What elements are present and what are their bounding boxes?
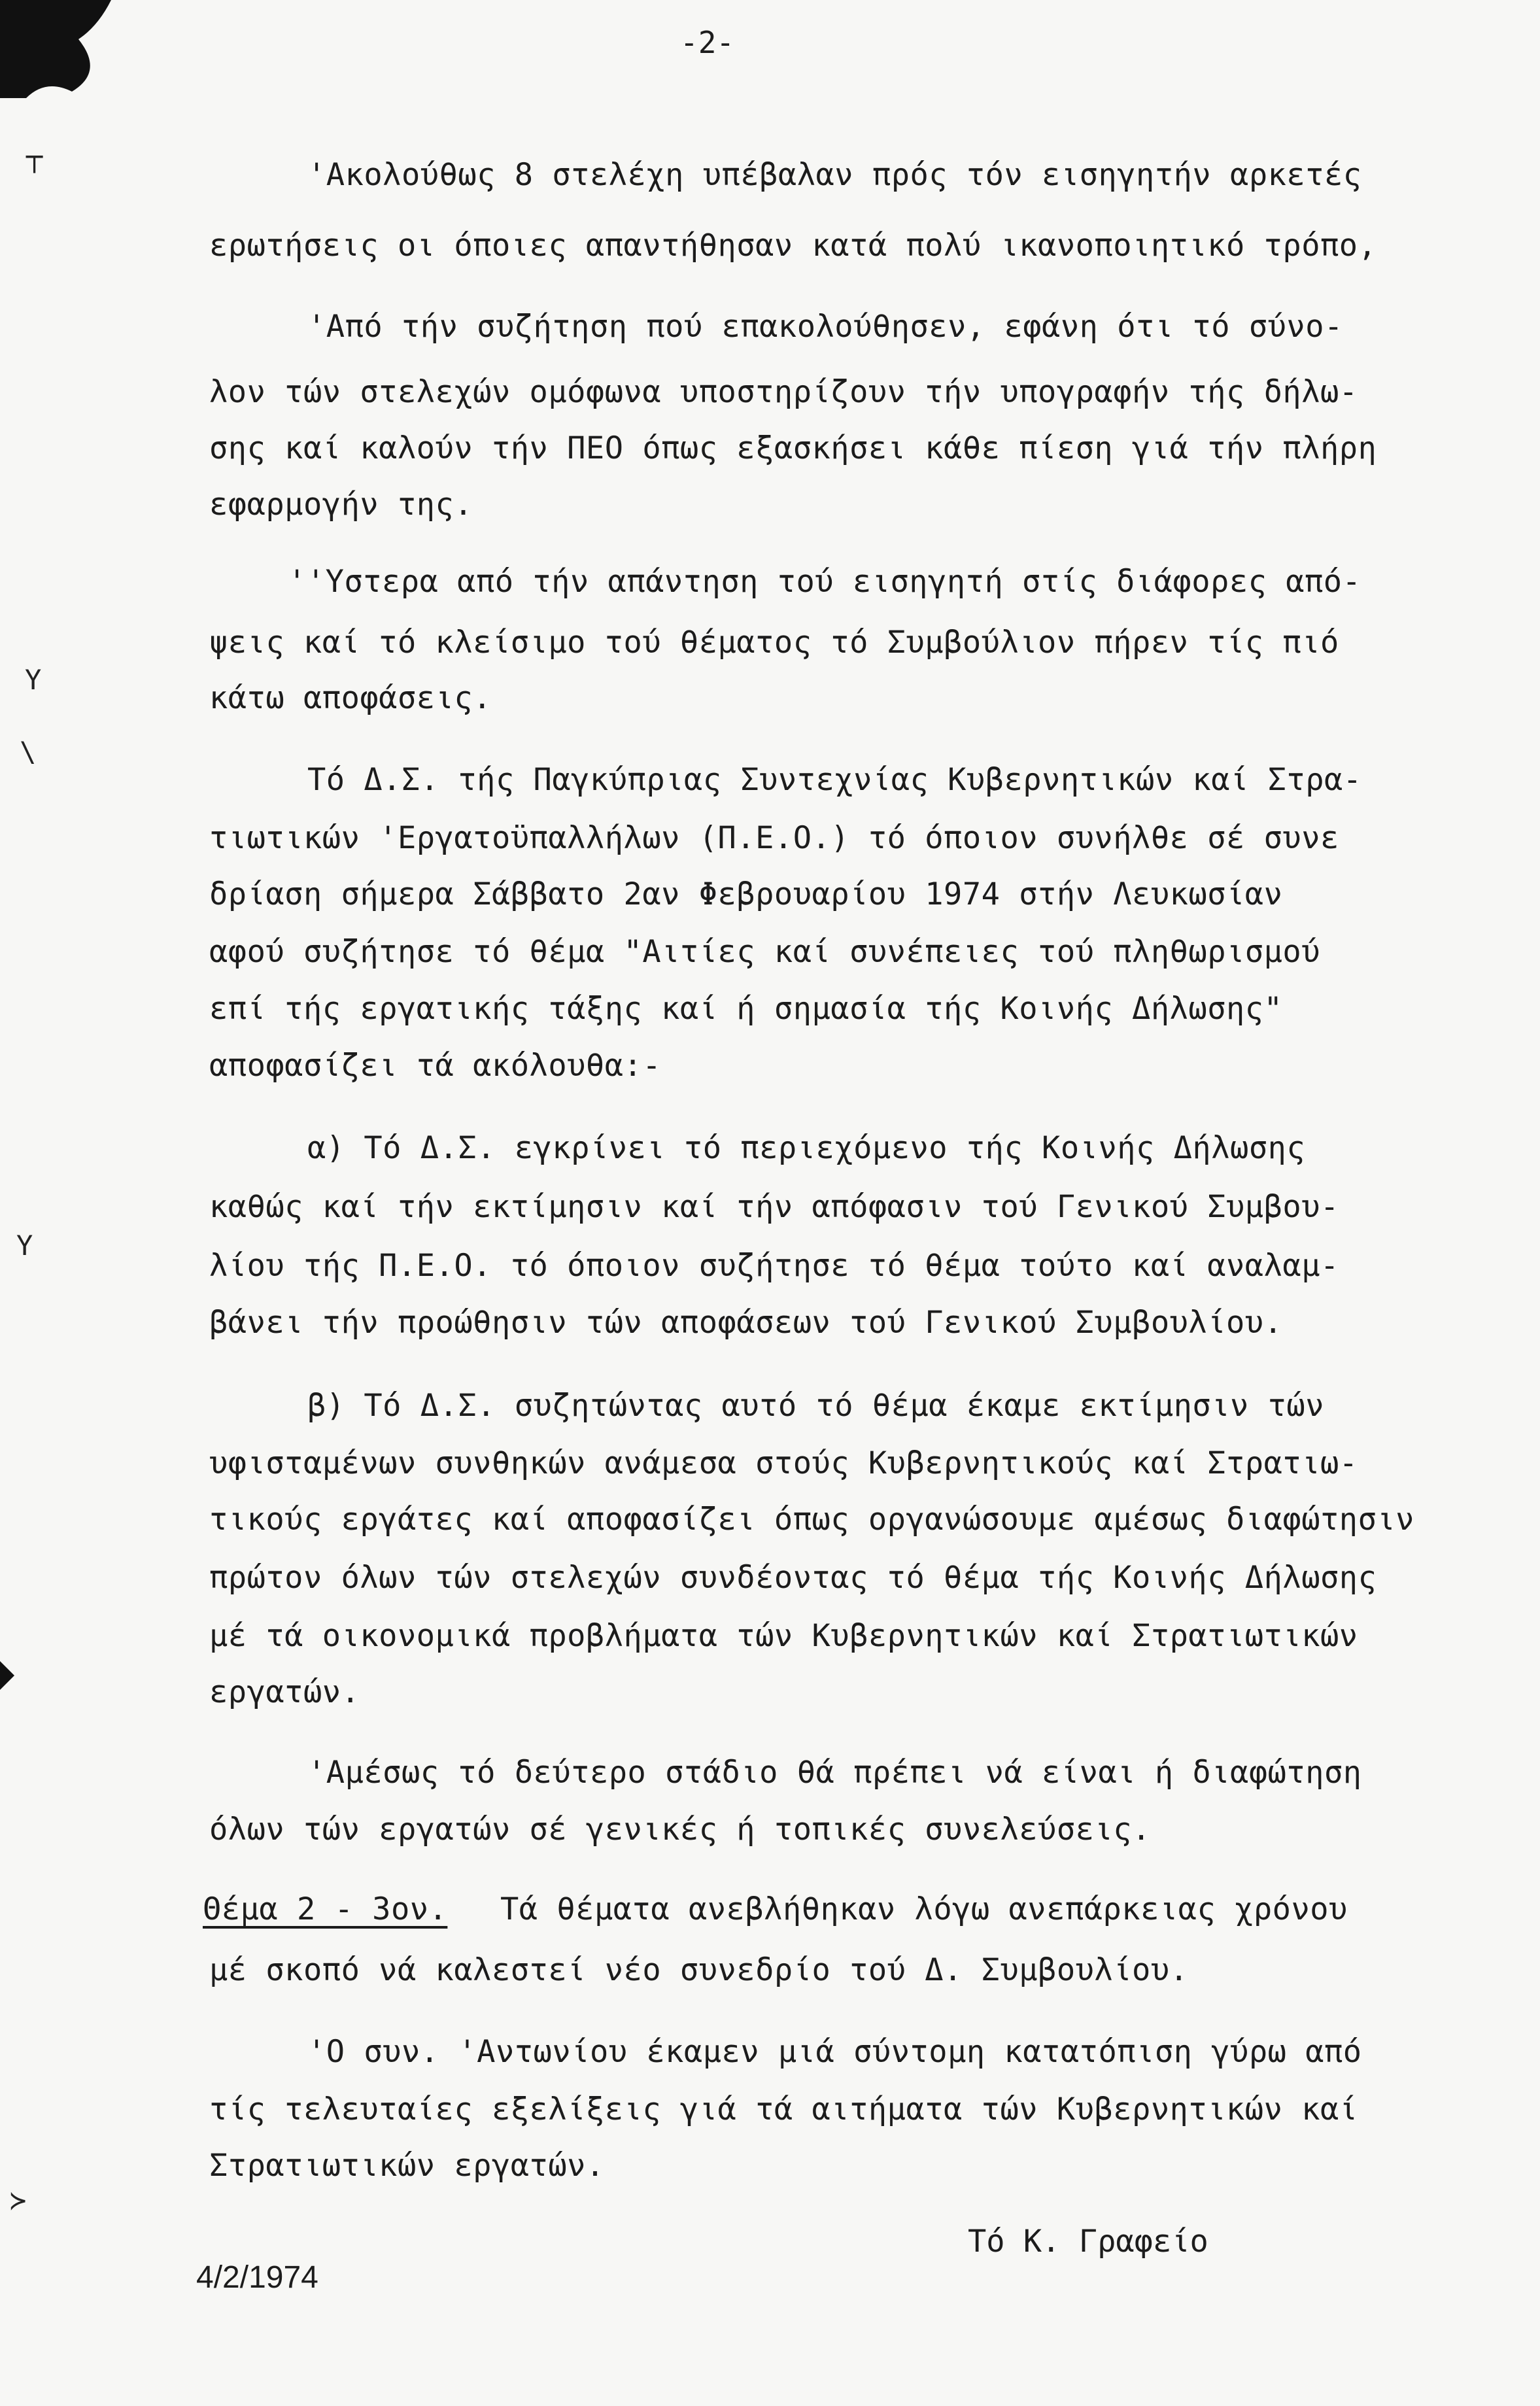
text-line: αποφασίζει τά ακόλουθα:- [209,1048,662,1084]
text-line: Τά θέματα ανεβλήθηκαν λόγω ανεπάρκειας χρόνου [500,1891,1348,1927]
corner-stain [0,0,131,98]
margin-mark: Y [16,1229,33,1262]
text-line: υφισταμένων συνθηκών ανάμεσα στούς Κυβερνητικούς καί Στρατιω- [209,1445,1358,1481]
text-line: πρώτον όλων τών στελεχών συνδέοντας τό θέμα τής Κοινής Δήλωσης [209,1560,1377,1596]
text-line: μέ τά οικονομικά προβλήματα τών Κυβερνητικών καί Στρατιωτικών [209,1618,1358,1654]
text-line: 'Ο συν. 'Αντωνίου έκαμεν μιά σύντομη κατατόπιση γύρω από [307,2034,1362,2070]
text-line: αφού συζήτησε τό θέμα "Αιτίες καί συνέπειες τού πληθωρισμού [209,934,1320,970]
text-line: ερωτήσεις οι όποιες απαντήθησαν κατά πολύ ικανοποιητικό τρόπο, [209,228,1377,264]
text-line: σης καί καλούν τήν ΠΕΟ όπως εξασκήσει κάθε πίεση γιά τήν πλήρη [209,430,1377,466]
text-line: α) Τό Δ.Σ. εγκρίνει τό περιεχόμενο τής Κοινής Δήλωσης [307,1130,1306,1166]
text-line: Τό Δ.Σ. τής Παγκύπριας Συντεχνίας Κυβερνητικών καί Στρα- [307,762,1362,798]
text-line: τιωτικών 'Εργατοϋπαλλήλων (Π.Ε.Ο.) τό όποιον συνήλθε σέ συνε [209,820,1339,856]
text-line: 'Ακολούθως 8 στελέχη υπέβαλαν πρός τόν εισηγητήν αρκετές [307,157,1362,193]
text-line: 'Αμέσως τό δεύτερο στάδιο θά πρέπει νά είναι ή διαφώτηση [307,1755,1362,1791]
text-line: λίου τής Π.Ε.Ο. τό όποιον συζήτησε τό θέμα τούτο καί αναλαμ- [209,1248,1339,1284]
margin-mark: \ [20,736,37,768]
text-line: Στρατιωτικών εργατών. [209,2148,605,2184]
text-line: β) Τό Δ.Σ. συζητώντας αυτό τό θέμα έκαμε εκτίμησιν τών [307,1388,1325,1424]
text-line: κάτω αποφάσεις. [209,680,492,716]
document-date: 4/2/1974 [196,2260,318,2295]
text-line: τίς τελευταίες εξελίξεις γιά τά αιτήματα τών Κυβερνητικών καί [209,2091,1358,2127]
text-line: βάνει τήν προώθησιν τών αποφάσεων τού Γενικού Συμβουλίου. [209,1305,1283,1341]
text-line: δρίαση σήμερα Σάββατο 2αν Φεβρουαρίου 1974 στήν Λευκωσίαν [209,876,1283,912]
text-line: εφαρμογήν της. [209,487,473,523]
page-number: -2- [680,25,735,60]
margin-mark: ┬ [26,141,43,173]
text-line: μέ σκοπό νά καλεστεί νέο συνεδρίο τού Δ. Συμβουλίου. [209,1952,1189,1988]
text-line: λον τών στελεχών ομόφωνα υποστηρίζουν τήν υπογραφήν τής δήλω- [209,374,1358,410]
signature-office: Τό Κ. Γραφείο [968,2224,1208,2260]
margin-mark: ≻ [10,2184,27,2216]
text-line: εργατών. [209,1674,360,1710]
section-heading: Θέμα 2 - 3ον. [203,1891,448,1927]
text-line: ψεις καί τό κλείσιμο τού θέματος τό Συμβούλιον πήρεν τίς πιό [209,625,1339,661]
punch-hole-mark [0,1661,14,1690]
text-line: ''Υστερα από τήν απάντηση τού εισηγητή στίς διάφορες από- [288,564,1361,600]
text-line: επί τής εργατικής τάξης καί ή σημασία τής Κοινής Δήλωσης" [209,991,1283,1027]
text-line: καθώς καί τήν εκτίμησιν καί τήν απόφασιν τού Γενικού Συμβου- [209,1189,1339,1225]
margin-mark: Y [25,664,42,696]
text-line: όλων τών εργατών σέ γενικές ή τοπικές συνελεύσεις. [209,1812,1151,1847]
text-line: 'Από τήν συζήτηση πού επακολούθησεν, εφάνη ότι τό σύνο- [307,309,1343,345]
text-line: τικούς εργάτες καί αποφασίζει όπως οργανώσουμε αμέσως διαφώτησιν [209,1502,1414,1538]
